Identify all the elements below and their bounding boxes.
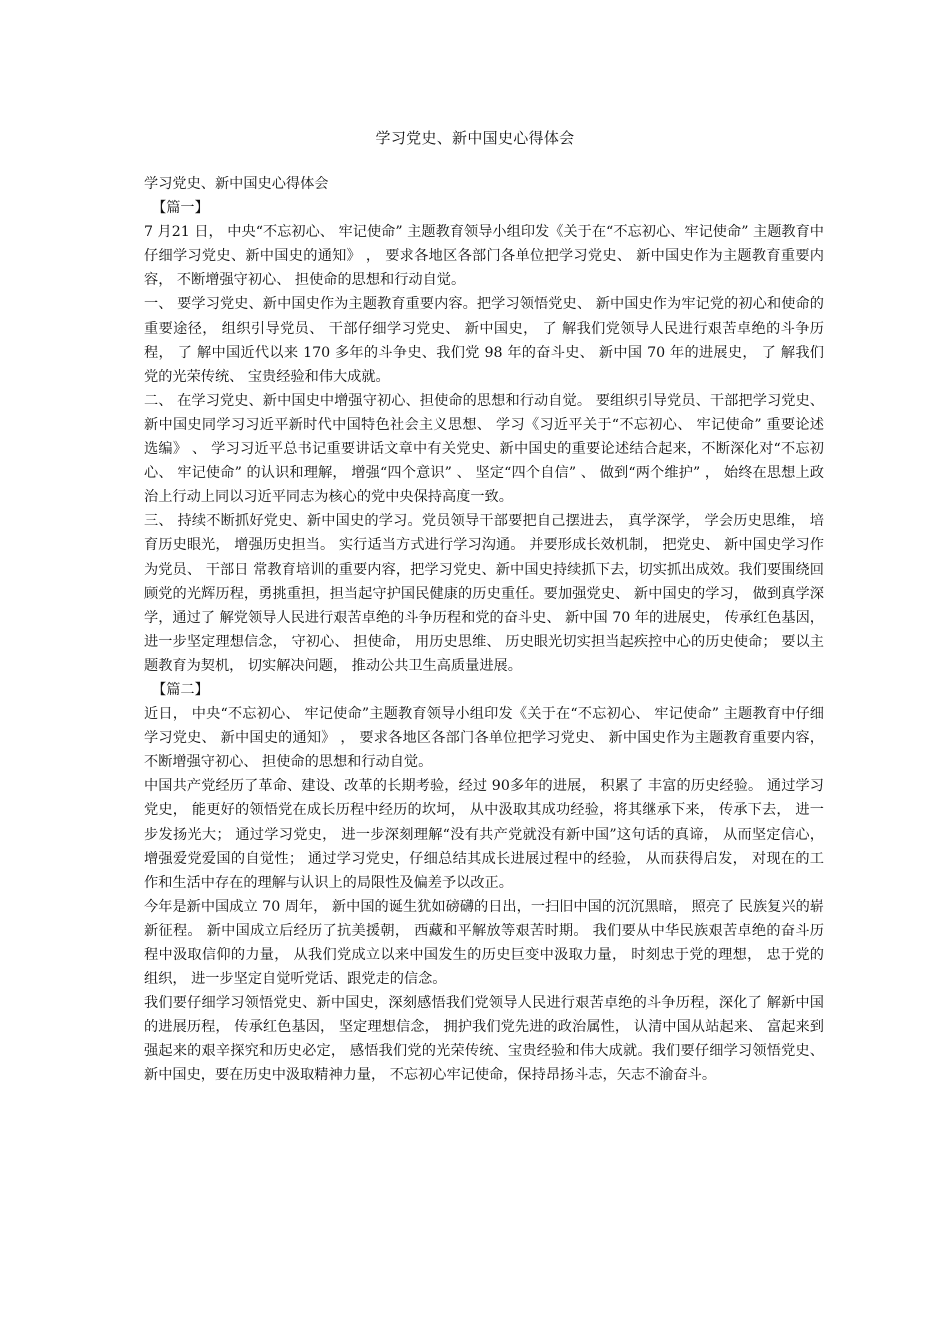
paragraph: 二、 在学习党史、新中国史中增强守初心、担使命的思想和行动自觉。 要组织引导党员、干部把学习党史、 新中国史同学习习近平新时代中国特色社会主义思想、 学习《习近平关于“不忘初心、 牢记使命” 重要论述选编》 、 学习习近平总书记重要讲话文章中有关党史、新中国史的重要论述结合起来，不断深化对“不忘初心、 牢记使命” 的认识和理解， 增强“四个意识” 、 坚定“四个自信” 、 做到“两个维护” ， 始终在思想上政治上行动上同以习近平同志为核心的党中央保持高度一致。 bbox=[144, 392, 824, 506]
paragraph: 近日， 中央“不忘初心、 牢记使命”主题教育领导小组印发《关于在“不忘初心、 牢记使命” 主题教育中仔细学习党史、 新中国史的通知》 ， 要求各地区各部门各单位把学习党史、 新中国史作为主题教育重要内容， 不断增强守初心、 担使命的思想和行动自觉。 bbox=[144, 706, 824, 771]
section-label-1: 【篇一】 bbox=[152, 200, 209, 217]
document-body bbox=[144, 172, 824, 1088]
paragraph: 一、 要学习党史、新中国史作为主题教育重要内容。把学习领悟党史、 新中国史作为牢记党的初心和使命的重要途径， 组织引导党员、 干部仔细学习党史、 新中国史， 了 解我们党领导人民进行艰苦卓绝的斗争历程， 了 解中国近代以来 170 多年的斗争史、我们党 98 年的奋斗史、 新中国 70 年的进展史， 了 解我们党的光荣传统、 宝贵经验和伟大成就。 bbox=[144, 296, 824, 385]
document-subtitle: 学习党史、新中国史心得体会 bbox=[144, 176, 329, 192]
section-label-2: 【篇二】 bbox=[152, 681, 209, 698]
paragraph: 今年是新中国成立 70 周年， 新中国的诞生犹如磅礴的日出，一扫旧中国的沉沉黑暗， 照亮了 民族复兴的崭新征程。 新中国成立后经历了抗美援朝， 西藏和平解放等艰苦时期。 我们要从中华民族艰苦卓绝的奋斗历程中汲取信仰的力量， 从我们党成立以来中国发生的历史巨变中汲取力量， 时刻忠于党的理想， 忠于党的组织， 进一步坚定自觉听党话、跟党走的信念。 bbox=[144, 898, 824, 988]
paragraph: 7 月21 日， 中央“不忘初心、 牢记使命” 主题教育领导小组印发《关于在“不忘初心、牢记使命” 主题教育中仔细学习党史、新中国史的通知》 ， 要求各地区各部门各单位把学习党史、 新中国史作为主题教育重要内容， 不断增强守初心、 担使命的思想和行动自觉。 bbox=[144, 224, 824, 289]
paragraph: 我们要仔细学习领悟党史、新中国史，深刻感悟我们党领导人民进行艰苦卓绝的斗争历程，深化了 解新中国的进展历程， 传承红色基因， 坚定理想信念， 拥护我们党先进的政治属性， 认清中国从站起来、 富起来到强起来的艰辛探究和历史必定， 感悟我们党的光荣传统、宝贵经验和伟大成就。我们要仔细学习领悟党史、新中国史，要在历史中汲取精神力量， 不忘初心牢记使命，保持昂扬斗志，矢志不渝奋斗。 bbox=[144, 995, 824, 1084]
paragraph: 三、 持续不断抓好党史、新中国史的学习。党员领导干部要把自己摆进去， 真学深学， 学会历史思维， 培育历史眼光， 增强历史担当。 实行适当方式进行学习沟通。 并要形成长效机制， 把党史、 新中国史学习作为党员、 干部日 常教育培训的重要内容，把学习党史、新中国史持续抓下去，切实抓出成效。我们要围绕回顾党的光辉历程，勇挑重担，担当起守护国民健康的历史重任。要加强党史、 新中国史的学习， 做到真学深学，通过了 解党领导人民进行艰苦卓绝的斗争历程和党的奋斗史、 新中国 70 年的进展史， 传承红色基因， 进一步坚定理想信念， 守初心、 担使命， 用历史思维、 历史眼光切实担当起疾控中心的历史使命； 要以主题教育为契机， 切实解决问题， 推动公共卫生高质量进展。 bbox=[144, 513, 824, 674]
document-title: 学习党史、新中国史心得体会 bbox=[375, 129, 575, 147]
paragraph: 中国共产党经历了革命、建设、改革的长期考验，经过 90多年的进展， 积累了 丰富的历史经验。 通过学习党史， 能更好的领悟党在成长历程中经历的坎坷， 从中汲取其成功经验，将其继承下来， 传承下去， 进一步发扬光大； 通过学习党史， 进一步深刻理解“没有共产党就没有新中国”这句话的真谛， 从而坚定信心， 增强爱党爱国的自觉性； 通过学习党史，仔细总结其成长进展过程中的经验， 从而获得启发， 对现在的工作和生活中存在的理解与认识上的局限性及偏差予以改正。 bbox=[144, 778, 824, 891]
